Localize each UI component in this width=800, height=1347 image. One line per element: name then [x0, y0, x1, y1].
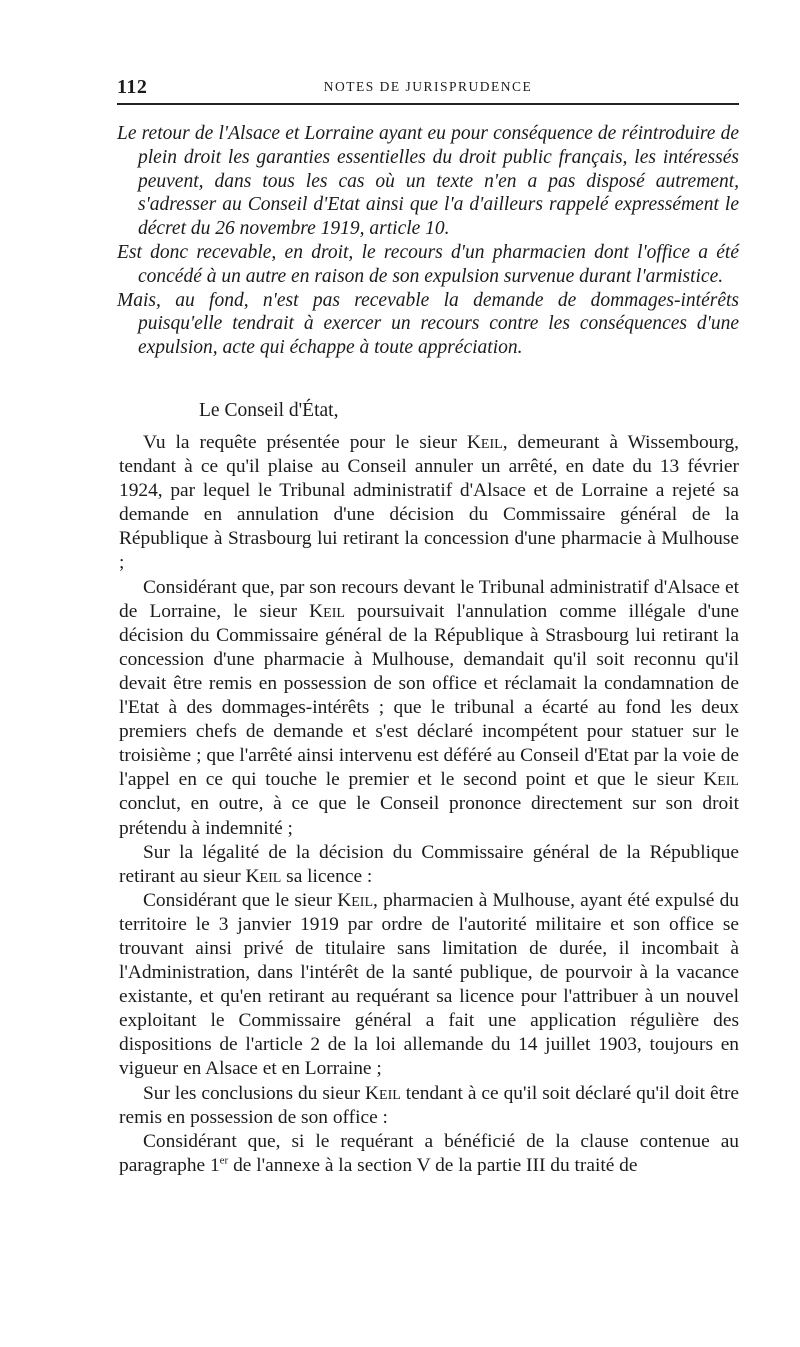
summary-paragraph: Le retour de l'Alsace et Lorraine ayant eu pour conséquence de réintroduire de plein droit les garanties essentielles du droit public français, les intéressés peuvent, dans tous les cas où un texte n'en a pas disposé autrement, s'adresser au Conseil d'Etat ainsi que l'a d'ailleurs rappelé expressément le décret du 26 novembre 1919, article 10. — [117, 123, 739, 240]
case-summary — [117, 122, 739, 360]
decision-paragraph: Considérant que, si le requérant a bénéficié de la clause contenue au paragraphe 1er de l'annexe à la section V de la partie III du traité de — [119, 1130, 739, 1176]
decision-paragraph: Considérant que le sieur Keil, pharmacien à Mulhouse, ayant été expulsé du territoire le 3 janvier 1919 par ordre de l'autorité militaire et son office se trouvant ainsi privé de titulaire sans limitation de durée, il incombait à l'Administration, dans l'intérêt de la santé publique, de pourvoir à la vacance existante, et qu'en retirant au requérant sa licence pour l'attribuer à un nouvel exploitant le Commissaire général a fait une application régulière des dispositions de l'article 2 de la loi allemande du 14 juillet 1903, toujours en vigueur en Alsace et en Lorraine ; — [119, 889, 740, 1080]
running-title: NOTES DE JURISPRUDENCE — [323, 79, 533, 94]
decision-paragraph: Vu la requête présentée pour le sieur Keil, demeurant à Wissembourg, tendant à ce qu'il plaise au Conseil annuler un arrêté, en date du 13 février 1924, par lequel le Tribunal administratif d'Alsace et de Lorraine a rejeté sa demande en annulation d'une décision du Commissaire général de la République à Strasbourg lui retirant la concession d'une pharmacie à Mulhouse ; — [119, 432, 739, 574]
party-name: Keil — [365, 1082, 401, 1104]
decision-paragraph: Considérant que, par son recours devant le Tribunal administratif d'Alsace et de Lorraine, le sieur Keil poursuivait l'annulation comme illégale d'une décision du Commissaire général de la République à Strasbourg lui retirant la concession d'une pharmacie à Mulhouse, demandait qu'il soit reconnu qu'il devait être remis en possession de son office et réclamait la condamnation de l'Etat à des dommages-intérêts ; que le tribunal a écarté au fond les deux premiers chefs de demande et s'est déclaré incompétent pour statuer sur le troisième ; que l'arrêté ainsi intervenu est déféré au Conseil d'Etat par la voie de l'appel en ce qui touche le premier et le second point et que le sieur Keil conclut, en outre, à ce que le Conseil prononce directement sur son droit prétendu à indemnité ; — [119, 576, 739, 839]
decision-paragraph: Sur la légalité de la décision du Commissaire général de la République retirant au sieur Keil sa licence : — [119, 841, 739, 887]
ordinal-superscript: er — [219, 1154, 229, 1167]
party-name: Keil — [309, 600, 345, 622]
page-number: 112 — [117, 76, 148, 98]
summary-paragraph: Est donc recevable, en droit, le recours d'un pharmacien dont l'office a été concédé à un autre en raison de son expulsion survenue durant l'armistice. — [117, 241, 739, 287]
court-heading: Le Conseil d'État, — [199, 400, 339, 421]
summary-paragraph: Mais, au fond, n'est pas recevable la demande de dommages-intérêts puisqu'elle tendrait à exercer un recours contre les conséquences d'une expulsion, acte qui échappe à toute appréciation. — [117, 289, 739, 359]
decision-text — [119, 431, 739, 1178]
decision-paragraph: Sur les conclusions du sieur Keil tendant à ce qu'il soit déclaré qu'il doit être remis en possession de son office : — [119, 1082, 740, 1128]
party-name: Keil — [245, 865, 282, 887]
party-name: Keil — [466, 432, 503, 453]
party-name: Keil — [703, 769, 739, 791]
header-rule — [117, 103, 739, 105]
page-header — [117, 76, 739, 104]
party-name: Keil — [337, 889, 374, 911]
